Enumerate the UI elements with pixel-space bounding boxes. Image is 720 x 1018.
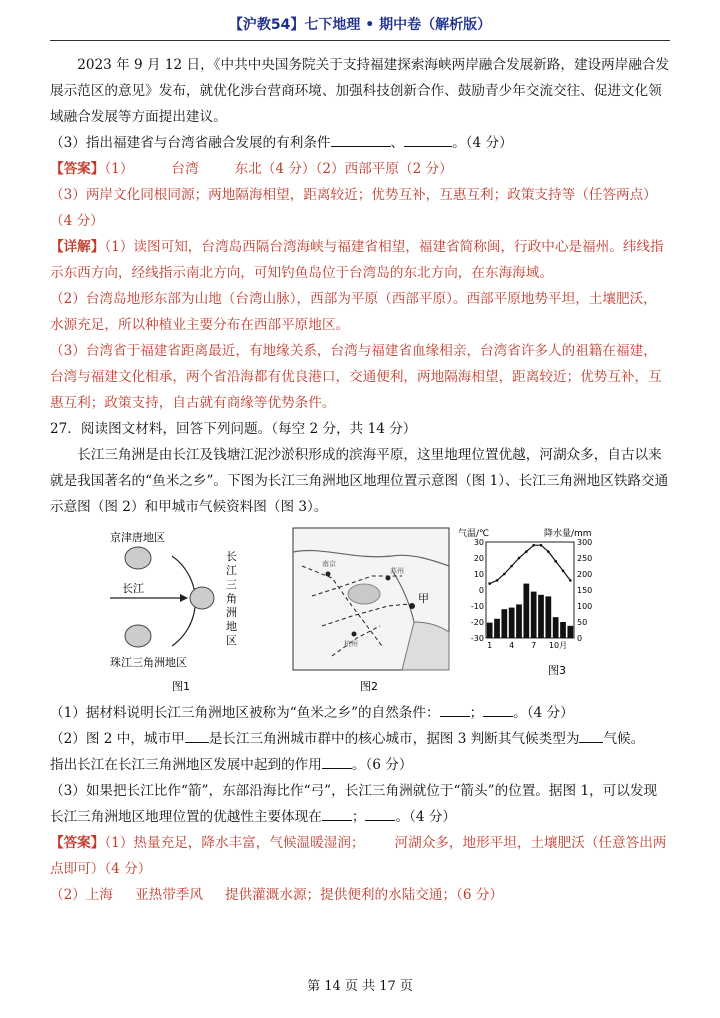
- fig3-temp-point: [488, 582, 491, 585]
- fig3-temp-point: [510, 565, 513, 568]
- q27-q1-prefix: （1）据材料说明长江三角洲地区被称为“鱼米之乡”的自然条件：: [50, 705, 440, 721]
- fig3-temp-point: [554, 560, 557, 563]
- answer-tag: 【答案】: [50, 835, 105, 851]
- detail-block-1: [50, 234, 670, 286]
- q27-q1-suffix: 。（4 分）: [513, 705, 574, 721]
- q3-suffix: 。（4 分）: [452, 135, 513, 151]
- answer2-p1a: （1）热量充足，降水丰富，气候温暖湿润；: [104, 835, 365, 851]
- fig3-precip-bar: [553, 617, 559, 638]
- fig3-precip-bar: [545, 596, 551, 638]
- fig1-side-char: 角: [226, 592, 237, 605]
- q3-sep: 、: [390, 135, 405, 151]
- fig3-month-axis: [487, 641, 567, 650]
- q27-q1-blank-2: [483, 701, 513, 717]
- fig1-top-label: 京津唐地区: [110, 531, 165, 544]
- fig3-precip-bar: [560, 622, 566, 638]
- q27-question-1: [50, 700, 670, 726]
- answer2-p2c: 提供灌溉水源；提供便利的水陆交通；（6 分）: [225, 887, 504, 903]
- fig3-temp-axis: [471, 538, 484, 643]
- q27-q2-blank-3: [322, 753, 352, 769]
- fig3-precip-bar: [523, 584, 529, 638]
- page-content: [50, 52, 670, 908]
- answer1-part1-label: （1）: [104, 161, 134, 177]
- answer1-part1-a: 台湾: [171, 161, 199, 177]
- fig3-temp-tick: 10: [473, 570, 484, 579]
- q3-prefix: （3）指出福建省与台湾省融合发展的有利条件: [50, 135, 331, 151]
- fig3-temp-point: [540, 544, 543, 547]
- fig3-temp-tick: -20: [470, 618, 484, 627]
- q3-blank-2: [404, 131, 452, 147]
- fig1-bottom-label: 珠江三角洲地区: [110, 656, 187, 669]
- q27-question-2: [50, 726, 670, 752]
- fig1-side-char: 长: [226, 550, 237, 563]
- fig3-precip-tick: 250: [577, 554, 593, 563]
- fig3-precip-tick: 150: [577, 586, 593, 595]
- q27-q2-mid: 是长江三角洲城市群中的核心城市，据图 3 判断其气候类型为: [208, 731, 580, 747]
- figure-1: [110, 526, 250, 703]
- fig3-temp-point: [547, 550, 550, 553]
- fig3-precip-bar: [531, 592, 537, 638]
- fig1-side-char: 地: [226, 620, 237, 633]
- fig1-caption: 图1: [172, 680, 190, 693]
- q27-q3-suffix: 。（4 分）: [395, 809, 457, 825]
- q27-q2-suffix: 气候。: [603, 731, 645, 747]
- fig3-temp-points: [488, 544, 571, 585]
- fig3-temp-tick: 20: [473, 554, 484, 563]
- fig3-month-tick: 4: [509, 641, 515, 650]
- fig3-right-unit: 降水量/mm: [544, 529, 592, 539]
- fig1-side-char: 洲: [226, 606, 237, 619]
- detail1-p1: （1）读图可知，台湾岛西隔台湾海峡与福建省相望，福建省简称闽，行政中心是福州。纬线指示东西方向，经线指示南北方向，可知钓鱼岛位于台湾岛的东北方向，在东海海域。: [50, 239, 664, 281]
- q27-q1-blank-1: [440, 701, 470, 717]
- page-footer: 第 14 页 共 17 页: [307, 979, 413, 994]
- fig3-precip-bars: [487, 584, 573, 638]
- fig3-caption: 图3: [548, 664, 566, 677]
- intro-paragraph: 2023 年 9 月 12 日，《中共中央国务院关于支持福建探索海峡两岸融合发展新路，建设两岸融合发展示范区的意见》发布，就优化涉台营商环境、加强科技创新合作、鼓励青少年交流交往、促进文化领域融合发展等方面提出建议。: [50, 57, 670, 125]
- fig3-month-tick: 10月: [548, 641, 568, 650]
- fig3-temp-point: [562, 570, 565, 573]
- fig3-precip-bar: [567, 626, 573, 638]
- fig1-river-label: 长江: [122, 582, 144, 595]
- figure-3: [458, 526, 608, 703]
- fig3-precip-bar: [494, 619, 500, 638]
- fig3-temp-point: [532, 544, 535, 547]
- fig3-temp-point: [525, 550, 528, 553]
- fig3-precip-bar: [487, 623, 493, 638]
- answer1-part3: （3）两岸文化同根同源；两地隔海相望，距离较近；优势互补，互惠互利；政策支持等（任答两点）（4 分）: [50, 187, 657, 229]
- q3-blank-1: [331, 131, 391, 147]
- q27-q3-blank-1: [322, 805, 352, 821]
- fig3-month-tick: 7: [531, 641, 537, 650]
- fig1-side-char: 区: [226, 634, 237, 647]
- fig3-left-unit: 气温/℃: [458, 529, 490, 539]
- answer-tag: 【答案】: [50, 161, 105, 177]
- fig3-temp-tick: -10: [470, 602, 484, 611]
- figure-2: [292, 526, 452, 703]
- fig3-precip-tick: 200: [577, 570, 593, 579]
- q27-material: 长江三角洲是由长江及钱塘江泥沙淤积形成的滨海平原，这里地理位置优越，河湖众多，自古以来就是我国著名的“鱼米之乡”。下图为长江三角洲地区地理位置示意图（图 1）、长江三角洲地区铁路交通示意图（图 2）和甲城市气候资料图（图 3）。: [50, 447, 669, 515]
- fig3-temp-point: [503, 573, 506, 576]
- fig3-precip-bar: [516, 604, 522, 638]
- fig2-place-label: 苏州: [390, 567, 404, 575]
- fig1-side-char: 三: [226, 578, 237, 591]
- q27-title: 27．阅读图文材料，回答下列问题。（每空 2 分，共 14 分）: [50, 421, 417, 437]
- q27-q3-text: （3）如果把长江比作“箭”，东部沿海比作“弓”，长江三角洲就位于“箭头”的位置。据图 1，可以发现长江三角洲地区地理位置的优越性主要体现在: [50, 783, 658, 825]
- q27-q3-blank-2: [365, 805, 395, 821]
- fig2-caption: 图2: [360, 680, 378, 693]
- fig3-temp-line: [490, 545, 571, 583]
- fig3-temp-tick: 0: [478, 586, 484, 595]
- answer2-part2: [50, 882, 670, 908]
- q27-q2-blank-1: [185, 727, 209, 743]
- answer-block-1: [50, 156, 670, 182]
- header-divider: [50, 40, 670, 41]
- q27-question-2-line2: [50, 752, 670, 778]
- answer2-p2b: 亚热带季风: [135, 887, 203, 903]
- answer-block-2: [50, 830, 670, 882]
- fig3-precip-tick: 100: [577, 602, 593, 611]
- fig3-precip-bar: [538, 595, 544, 638]
- q27-q2-blank-2: [579, 727, 603, 743]
- answer2-p2a: （2）上海: [50, 887, 114, 903]
- answer1-part2: （2）西部平原（2 分）: [315, 161, 453, 177]
- q27-q2-line2-prefix: 指出长江在长江三角洲地区发展中起到的作用: [50, 757, 322, 773]
- fig3-precip-bar: [501, 609, 507, 638]
- detail1-p3: （3）台湾省于福建省距离最近，有地缘关系，台湾与福建省血缘相亲，台湾省许多人的祖籍在福建，台湾与福建文化相承，两个省沿海都有优良港口，交通便利，两地隔海相望，距离较近；优势互补，互惠互利；政策支持，自古就有商缘等优势条件。: [50, 343, 662, 411]
- page-header: 【沪教54】七下地理 • 期中卷（解析版）: [228, 17, 492, 33]
- fig2-place-label: 杭州: [344, 640, 358, 648]
- fig3-precip-tick: 300: [577, 538, 593, 547]
- fig2-place-label: 南京: [322, 560, 336, 568]
- fig3-temp-point: [518, 557, 521, 560]
- fig3-precip-bar: [509, 608, 515, 638]
- question-3: [50, 130, 670, 156]
- figures-row: [50, 526, 670, 694]
- detail-tag: 【详解】: [50, 239, 105, 255]
- q27-q1-sep: ；: [469, 705, 484, 721]
- detail1-p2: （2）台湾岛地形东部为山地（台湾山脉），西部为平原（西部平原）。西部平原地势平坦，土壤肥沃，水源充足，所以种植业主要分布在西部平原地区。: [50, 291, 657, 333]
- fig3-temp-tick: 30: [473, 538, 484, 547]
- fig1-side-label: [226, 550, 237, 647]
- q27-q2-line2-suffix: 。（6 分）: [351, 757, 413, 773]
- answer1-part1-b: 东北（4 分）: [234, 161, 316, 177]
- fig3-temp-point: [496, 579, 499, 582]
- fig3-precip-axis: [577, 538, 592, 643]
- q27-q3-sep: ；: [351, 809, 366, 825]
- fig3-precip-tick: 50: [577, 618, 588, 627]
- q27-question-3: [50, 778, 670, 830]
- fig1-side-char: 江: [226, 564, 237, 577]
- fig3-temp-point: [569, 579, 572, 582]
- answer2-p1b: 河湖众多，地形平坦，土壤肥沃（任意答出两点即可）（4 分）: [50, 835, 667, 877]
- fig3-temp-tick: -30: [470, 634, 484, 643]
- q27-q2-prefix: （2）图 2 中，城市甲: [50, 731, 185, 747]
- fig3-month-tick: 1: [487, 641, 493, 650]
- fig3-precip-tick: 0: [577, 634, 583, 643]
- fig2-city-label: 甲: [418, 592, 429, 605]
